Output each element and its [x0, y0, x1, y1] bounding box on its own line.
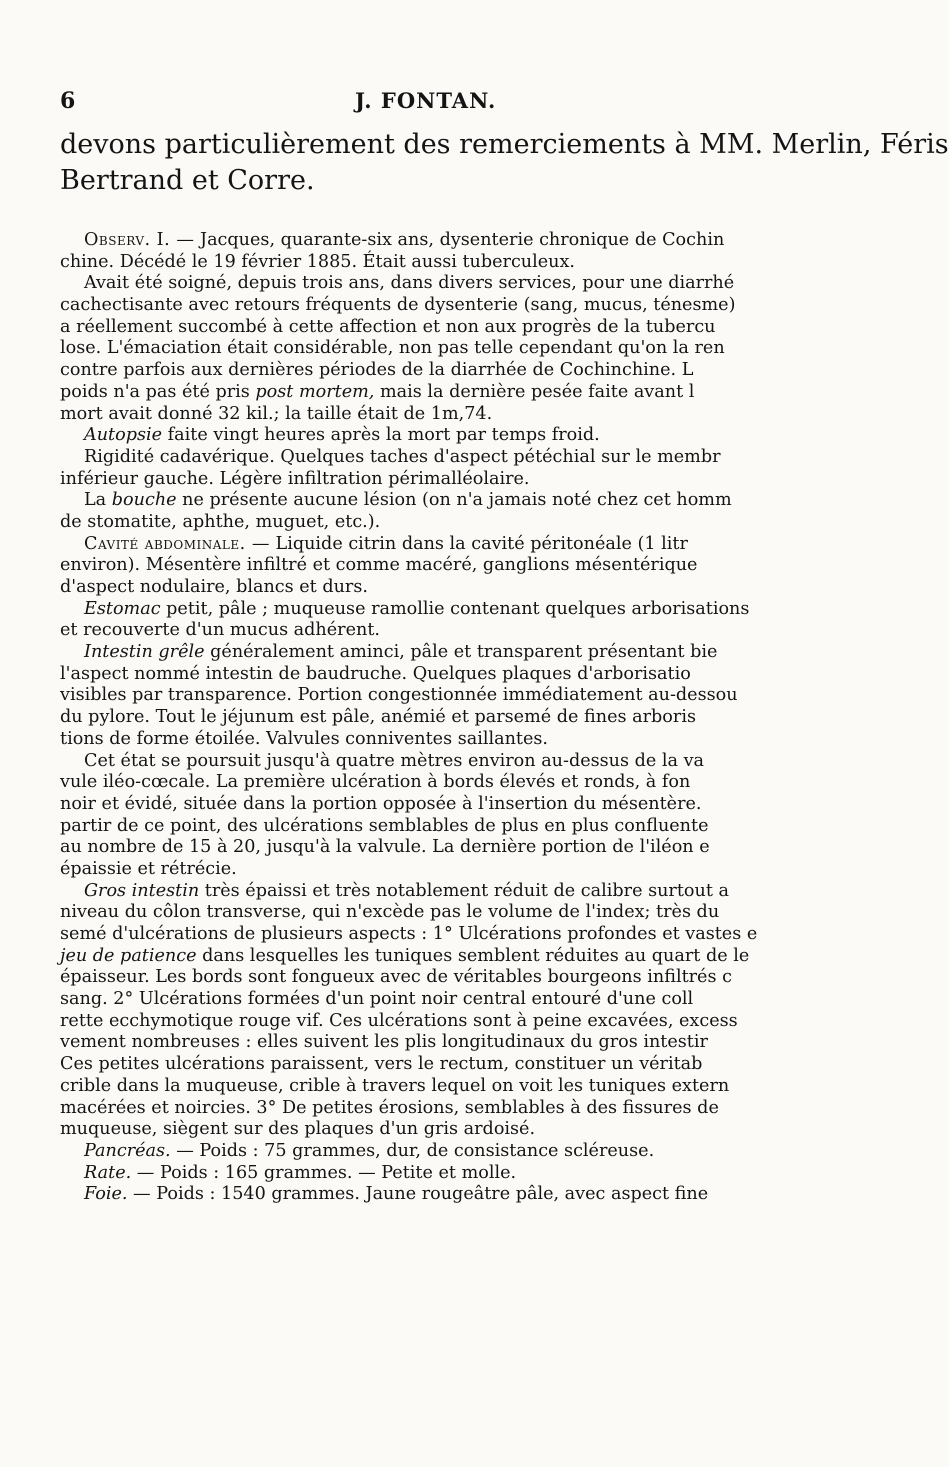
text-line	[60, 642, 800, 664]
text-line	[60, 338, 800, 360]
text-line	[60, 685, 800, 707]
text-line	[60, 664, 800, 686]
line-text: généralement aminci, pâle et transparent présentant bie	[204, 642, 718, 663]
text-line	[60, 577, 800, 599]
line-text: Rigidité cadavérique. Quelques taches d'aspect pétéchial sur le membr	[84, 446, 721, 467]
line-text: visibles par transparence. Portion congestionnée immédiatement au-dessou	[60, 685, 738, 706]
text-line	[60, 252, 800, 274]
line-text: du pylore. Tout le jéjunum est pâle, anémié et parsemé de fines arboris	[60, 707, 696, 728]
intro-paragraph	[60, 127, 949, 199]
line-text: Jacques, quarante-six ans, dysenterie chronique de Cochin	[194, 230, 725, 250]
line-text: noir et évidé, située dans la portion opposée à l'insertion du mésentère.	[60, 793, 702, 814]
line-text: niveau du côlon transverse, qui n'excède pas le volume de l'index; très du	[60, 902, 720, 923]
line-text: au nombre de 15 à 20, jusqu'à la valvule. La dernière portion de l'iléon e	[60, 837, 710, 858]
line-text: — Poids : 165 grammes. — Petite et molle.	[131, 1162, 517, 1183]
observation-text	[60, 230, 800, 1206]
emphasis: post mortem,	[255, 381, 375, 402]
line-text: épaisseur. Les bords sont fongueux avec de véritables bourgeons infiltrés c	[60, 967, 732, 988]
line-text: vement nombreuses : elles suivent les plis longitudinaux du gros intestir	[60, 1032, 708, 1053]
text-line	[60, 295, 800, 317]
line-text: petit, pâle ; muqueuse ramollie contenant quelques arborisations	[160, 598, 750, 619]
line-text: d'aspect nodulaire, blancs et durs.	[60, 577, 368, 597]
line-text: l'aspect nommé intestin de baudruche. Quelques plaques d'arborisatio	[60, 663, 691, 684]
text-line	[60, 620, 800, 642]
text-line	[60, 859, 800, 881]
line-text: mais la dernière pesée faite avant l	[374, 381, 695, 402]
intro-line: devons particulièrement des remerciements à MM. Merlin, Féris	[60, 129, 949, 160]
text-line	[60, 555, 800, 577]
line-text: mort avait donné 32 kil.; la taille était de 1m,74.	[60, 403, 493, 424]
line-heading: Estomac	[84, 598, 161, 619]
line-text: chine. Décédé le 19 février 1885. Était aussi tuberculeux.	[60, 251, 576, 272]
text-line	[60, 425, 800, 447]
line-text: macérées et noircies. 3° De petites érosions, semblables à des fissures de	[60, 1097, 719, 1118]
text-line	[60, 837, 800, 859]
line-heading: Rate.	[84, 1162, 132, 1183]
line-text: environ). Mésentère infiltré et comme macéré, ganglions mésentérique	[60, 555, 698, 576]
page-number: 6	[60, 88, 76, 114]
line-heading: Autopsie	[84, 425, 163, 446]
line-text: tions de forme étoilée. Valvules conniventes saillantes.	[60, 728, 549, 749]
line-text: lose. L'émaciation était considérable, non pas telle cependant qu'on la ren	[60, 338, 725, 359]
line-text: sang. 2° Ulcérations formées d'un point noir central entouré d'une coll	[60, 989, 694, 1010]
text-line	[60, 967, 800, 989]
text-line	[60, 599, 800, 621]
text-line	[60, 1098, 800, 1120]
line-text: contre parfois aux dernières périodes de la diarrhée de Cochinchine. L	[60, 360, 694, 381]
text-line	[60, 794, 800, 816]
line-text: — Poids : 1540 grammes. Jaune rougeâtre pâle, avec aspect fine	[127, 1184, 709, 1205]
text-line	[60, 1184, 800, 1206]
line-text: vule iléo-cœcale. La première ulcération à bords élevés et ronds, à fon	[60, 772, 691, 793]
line-text: — Poids : 75 grammes, dur, de consistance scléreuse.	[170, 1140, 655, 1161]
line-heading: Cavité abdominale. —	[84, 533, 270, 554]
line-text: rette ecchymotique rouge vif. Ces ulcérations sont à peine excavées, excess	[60, 1010, 738, 1031]
line-heading: La	[84, 490, 107, 511]
text-line	[60, 989, 800, 1011]
text-line	[60, 946, 800, 968]
text-line	[60, 317, 800, 339]
line-text: ne présente aucune lésion (on n'a jamais noté chez cet homm	[176, 490, 732, 511]
line-text: Liquide citrin dans la cavité péritonéale (1 litr	[269, 533, 688, 554]
text-line	[60, 1076, 800, 1098]
emphasis: bouche	[111, 490, 177, 511]
text-line	[60, 230, 800, 252]
line-text: poids n'a pas été pris	[60, 381, 256, 402]
text-line	[60, 469, 800, 491]
text-line	[60, 707, 800, 729]
text-line	[60, 512, 800, 534]
text-line	[60, 1011, 800, 1033]
text-line	[60, 1054, 800, 1076]
line-text: très épaissi et très notablement réduit de calibre surtout a	[199, 880, 729, 901]
line-text: Cet état se poursuit jusqu'à quatre mètres environ au-dessus de la va	[84, 750, 705, 771]
text-line	[60, 881, 800, 903]
text-line	[60, 751, 800, 773]
line-heading: Pancréas.	[84, 1140, 171, 1161]
line-text: Ces petites ulcérations paraissent, vers le rectum, constituer un véritab	[60, 1054, 703, 1075]
line-text: semé d'ulcérations de plusieurs aspects : 1° Ulcérations profondes et vastes e	[60, 924, 758, 944]
text-line	[60, 1163, 800, 1185]
text-line	[60, 1032, 800, 1054]
text-line	[60, 490, 800, 512]
line-text: inférieur gauche. Légère infiltration périmalléolaire.	[60, 468, 530, 489]
line-text: partir de ce point, des ulcérations semblables de plus en plus confluente	[60, 815, 709, 836]
intro-line: Bertrand et Corre.	[60, 165, 315, 196]
line-text: crible dans la muqueuse, crible à travers lequel on voit les tuniques extern	[60, 1075, 730, 1096]
text-line	[60, 382, 800, 404]
line-text: épaissie et rétrécie.	[60, 858, 237, 879]
text-line	[60, 924, 800, 946]
text-line	[60, 360, 800, 382]
text-line	[60, 772, 800, 794]
line-heading: Foie.	[84, 1184, 128, 1205]
line-heading: jeu de patience	[60, 945, 197, 966]
text-line	[60, 1141, 800, 1163]
line-text: Avait été soigné, depuis trois ans, dans divers services, pour une diarrhé	[84, 273, 735, 294]
text-line	[60, 1119, 800, 1141]
line-heading: Intestin grêle	[84, 642, 205, 663]
line-text: et recouverte d'un mucus adhérent.	[60, 620, 380, 641]
text-line	[60, 273, 800, 295]
text-line	[60, 534, 800, 556]
text-line	[60, 816, 800, 838]
line-heading: Gros intestin	[84, 880, 200, 901]
running-header	[0, 88, 800, 122]
text-line	[60, 447, 800, 469]
line-heading: Observ. I. —	[84, 230, 195, 250]
line-text: dans lesquelles les tuniques semblent réduites au quart de le	[196, 945, 750, 966]
line-text: muqueuse, siègent sur des plaques d'un gris ardoisé.	[60, 1119, 536, 1140]
text-line	[60, 404, 800, 426]
text-line	[60, 729, 800, 751]
text-line	[60, 902, 800, 924]
line-text: a réellement succombé à cette affection et non aux progrès de la tubercu	[60, 316, 716, 337]
running-title: J. FONTAN.	[355, 88, 497, 113]
line-text: de stomatite, aphthe, muguet, etc.).	[60, 511, 381, 532]
line-text: cachectisante avec retours fréquents de dysenterie (sang, mucus, ténesme)	[60, 295, 736, 316]
line-text: faite vingt heures après la mort par temps froid.	[162, 425, 600, 446]
